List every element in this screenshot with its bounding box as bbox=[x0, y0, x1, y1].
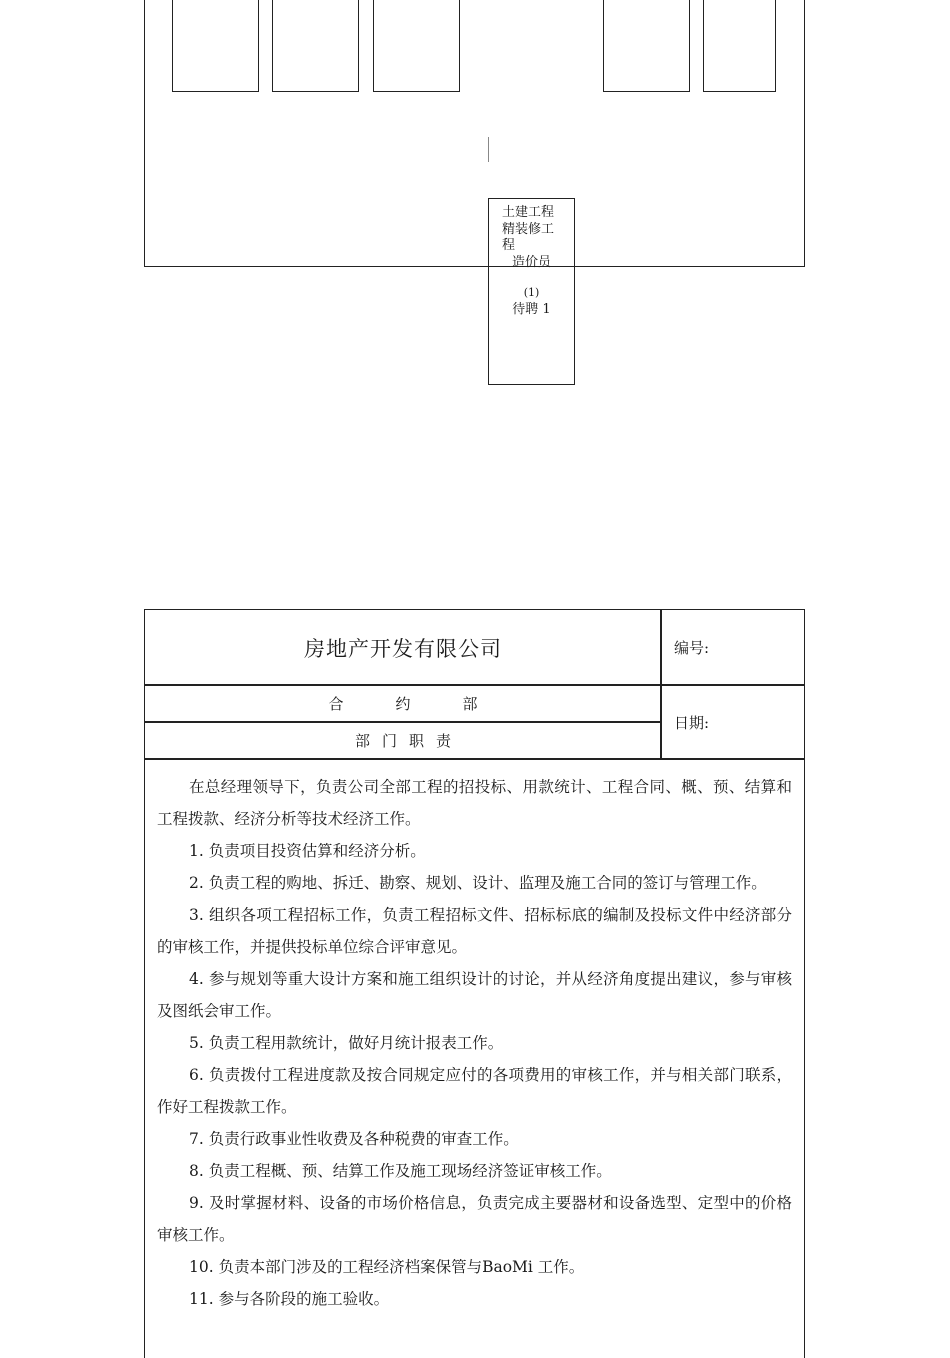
section-char-1: 部 bbox=[354, 732, 370, 750]
duty-item: 7. 负责行政事业性收费及各种税费的审查工作。 bbox=[189, 1130, 519, 1148]
duty-item: 5. 负责工程用款统计，做好月统计报表工作。 bbox=[189, 1034, 504, 1052]
section-title-cell bbox=[144, 721, 662, 760]
org-box-4 bbox=[603, 0, 690, 92]
company-name: 房地产开发有限公司 bbox=[304, 636, 502, 661]
org-box-3 bbox=[373, 0, 460, 92]
department-cell bbox=[144, 684, 662, 723]
role-count: (1) bbox=[523, 286, 540, 299]
intro-paragraph: 在总经理领导下，负责公司全部工程的招投标、用款统计、工程合同、概、预、结算和工程拨款、经济分析等技术经济工作。 bbox=[157, 778, 792, 828]
duty-item: 11. 参与各阶段的施工验收。 bbox=[189, 1290, 390, 1308]
department-char-1: 合 bbox=[328, 695, 344, 713]
org-connector-line bbox=[488, 137, 489, 162]
org-box-2 bbox=[272, 0, 359, 92]
duty-item: 3. 组织各项工程招标工作，负责工程招标文件、招标标底的编制及投标文件中经济部分的审核工作，并提供投标单位综合评审意见。 bbox=[157, 906, 792, 956]
section-char-3: 职 bbox=[409, 732, 425, 750]
duty-item: 10. 负责本部门涉及的工程经济档案保管与BaoMi 工作。 bbox=[189, 1258, 585, 1276]
duty-item: 6. 负责拨付工程进度款及按合同规定应付的各项费用的审核工作，并与相关部门联系，作好工程拨款工作。 bbox=[157, 1066, 792, 1116]
department-char-3: 部 bbox=[462, 695, 478, 713]
number-label: 编号: bbox=[674, 639, 710, 657]
org-box-5 bbox=[703, 0, 776, 92]
responsibilities-body bbox=[144, 758, 805, 1358]
duty-item: 1. 负责项目投资估算和经济分析。 bbox=[189, 842, 426, 860]
section-char-2: 门 bbox=[381, 732, 397, 750]
company-name-cell bbox=[144, 609, 662, 686]
duty-item: 2. 负责工程的购地、拆迁、勘察、规划、设计、监理及施工合同的签订与管理工作。 bbox=[189, 874, 767, 892]
role-title: 造价员 bbox=[511, 254, 551, 270]
department-char-2: 约 bbox=[395, 695, 411, 713]
role-status: 待聘 1 bbox=[512, 301, 551, 317]
cost-engineer-role-box bbox=[488, 198, 575, 385]
org-box-1 bbox=[172, 0, 259, 92]
duty-item: 4. 参与规划等重大设计方案和施工组织设计的讨论，并从经济角度提出建议，参与审核及图纸会审工作。 bbox=[157, 970, 792, 1020]
section-char-4: 责 bbox=[436, 732, 452, 750]
duty-item: 8. 负责工程概、预、结算工作及施工现场经济签证审核工作。 bbox=[189, 1162, 612, 1180]
role-line-3: 程 bbox=[502, 238, 516, 253]
duty-item: 9. 及时掌握材料、设备的市场价格信息，负责完成主要器材和设备选型、定型中的价格审核工作。 bbox=[157, 1194, 792, 1244]
role-line-2: 精装修工 bbox=[502, 221, 555, 237]
date-label: 日期: bbox=[674, 713, 710, 732]
role-line-1: 土建工程 bbox=[502, 205, 555, 220]
number-cell bbox=[660, 609, 805, 686]
date-cell bbox=[660, 684, 805, 760]
